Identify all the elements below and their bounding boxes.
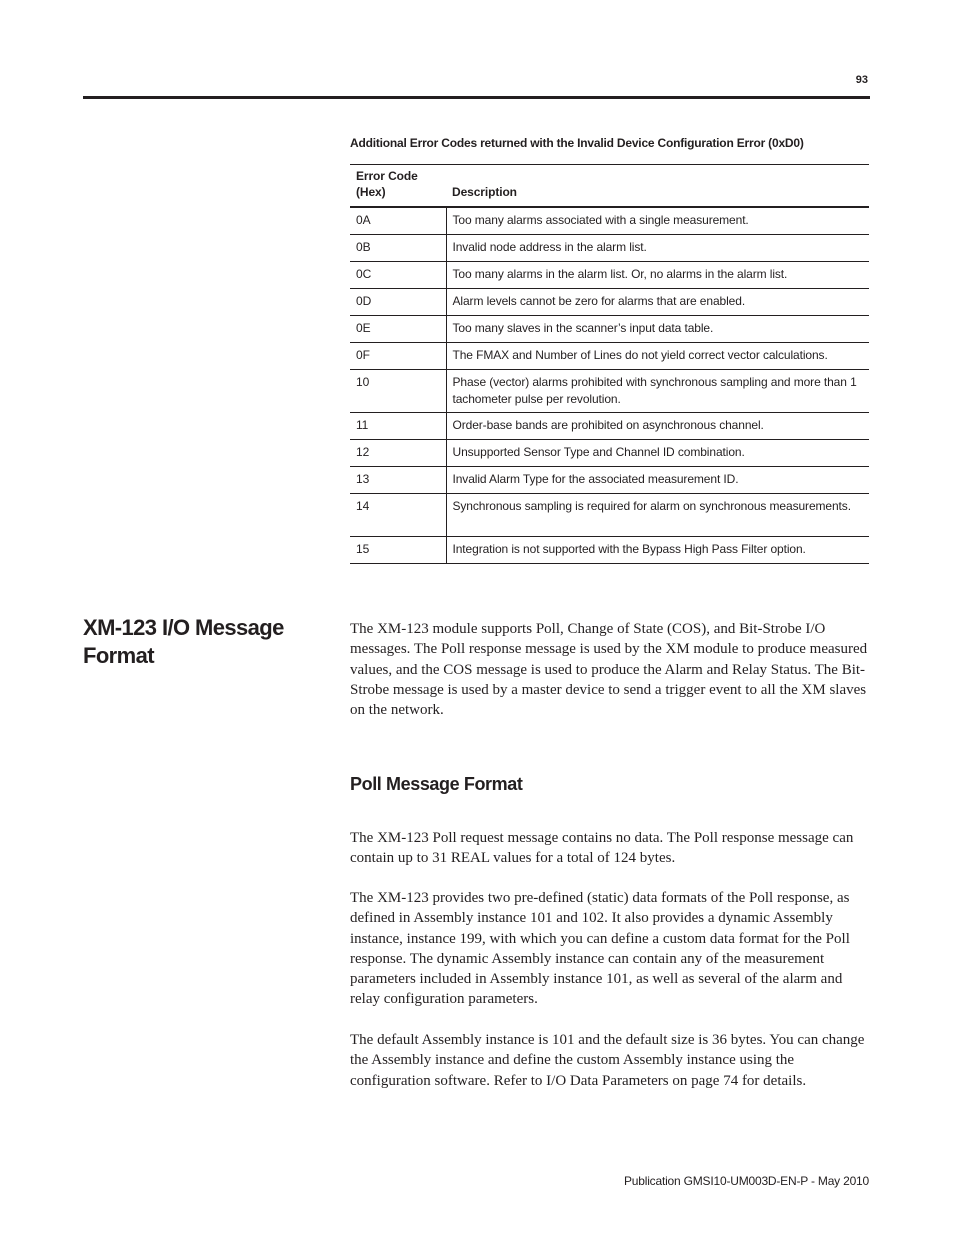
- section-heading: XM-123 I/O Message Format: [83, 615, 284, 668]
- error-code-cell: 0F: [350, 343, 446, 370]
- table-row: [350, 235, 869, 262]
- subsection-heading: Poll Message Format: [350, 774, 523, 794]
- description-cell: Alarm levels cannot be zero for alarms that are enabled.: [446, 289, 869, 316]
- description-cell: Too many slaves in the scanner’s input data table.: [446, 316, 869, 343]
- body-paragraph: The XM-123 provides two pre-defined (static) data formats of the Poll response, as defined in Assembly instance 101 and 102. It also provides a dynamic Assembly instance, instance 199, with which you can define a custom data format for the Poll response. The dynamic Assembly instance can contain any of the measurement parameters included in Assembly instance 101, as well as several of the alarm and relay configuration parameters.: [350, 890, 850, 1008]
- error-code-table: [350, 164, 869, 564]
- table-row: [350, 262, 869, 289]
- description-cell: Too many alarms in the alarm list. Or, no alarms in the alarm list.: [446, 262, 869, 289]
- page-number: 93: [855, 74, 868, 86]
- header-description: Description: [446, 165, 869, 208]
- table-title: Additional Error Codes returned with the Invalid Device Configuration Error (0xD0): [350, 136, 804, 150]
- table-header-row: [350, 165, 869, 208]
- description-cell: Invalid Alarm Type for the associated measurement ID.: [446, 467, 869, 494]
- publication-footer: Publication GMSI10-UM003D-EN-P - May 2010: [623, 1174, 869, 1188]
- error-code-cell: 0B: [350, 235, 446, 262]
- table-row: [350, 343, 869, 370]
- table-row: [350, 494, 869, 537]
- error-code-cell: 12: [350, 440, 446, 467]
- table-row: [350, 207, 869, 235]
- table-row: [350, 316, 869, 343]
- header-error-code: Error Code (Hex): [350, 165, 446, 208]
- table-row: [350, 370, 869, 413]
- error-code-cell: 0D: [350, 289, 446, 316]
- error-code-cell: 10: [350, 370, 446, 413]
- header-rule: [83, 96, 870, 99]
- description-cell: Phase (vector) alarms prohibited with synchronous sampling and more than 1 tachometer pulse per revolution.: [446, 370, 869, 413]
- description-cell: Order-base bands are prohibited on asynchronous channel.: [446, 413, 869, 440]
- description-cell: Too many alarms associated with a single measurement.: [446, 207, 869, 235]
- table-row: [350, 413, 869, 440]
- description-cell: Integration is not supported with the Bypass High Pass Filter option.: [446, 537, 869, 564]
- table-row: [350, 440, 869, 467]
- error-code-cell: 0E: [350, 316, 446, 343]
- table-row: [350, 537, 869, 564]
- section-intro-paragraph: The XM-123 module supports Poll, Change of State (COS), and Bit-Strobe I/O messages. The Poll response message is used by the XM module to produce measured values, and the COS message is used to produce the Alarm and Relay Status. The Bit-Strobe message is used by a master device to send a trigger event to all the XM slaves on the network.: [350, 621, 868, 719]
- table-row: [350, 289, 869, 316]
- description-cell: Synchronous sampling is required for alarm on synchronous measurements.: [446, 494, 869, 537]
- description-cell: Unsupported Sensor Type and Channel ID combination.: [446, 440, 869, 467]
- error-code-cell: 11: [350, 413, 446, 440]
- error-code-cell: 0C: [350, 262, 446, 289]
- description-cell: Invalid node address in the alarm list.: [446, 235, 869, 262]
- error-code-cell: 0A: [350, 207, 446, 235]
- body-paragraph: The default Assembly instance is 101 and the default size is 36 bytes. You can change the Assembly instance and define the custom Assembly instance using the configuration software. Refer to I/O Data Parameters on page 74 for details.: [350, 1032, 865, 1089]
- table-row: [350, 467, 869, 494]
- error-code-cell: 13: [350, 467, 446, 494]
- error-code-cell: 15: [350, 537, 446, 564]
- error-code-cell: 14: [350, 494, 446, 537]
- description-cell: The FMAX and Number of Lines do not yield correct vector calculations.: [446, 343, 869, 370]
- body-paragraph: The XM-123 Poll request message contains no data. The Poll response message can contain up to 31 REAL values for a total of 124 bytes.: [350, 830, 854, 867]
